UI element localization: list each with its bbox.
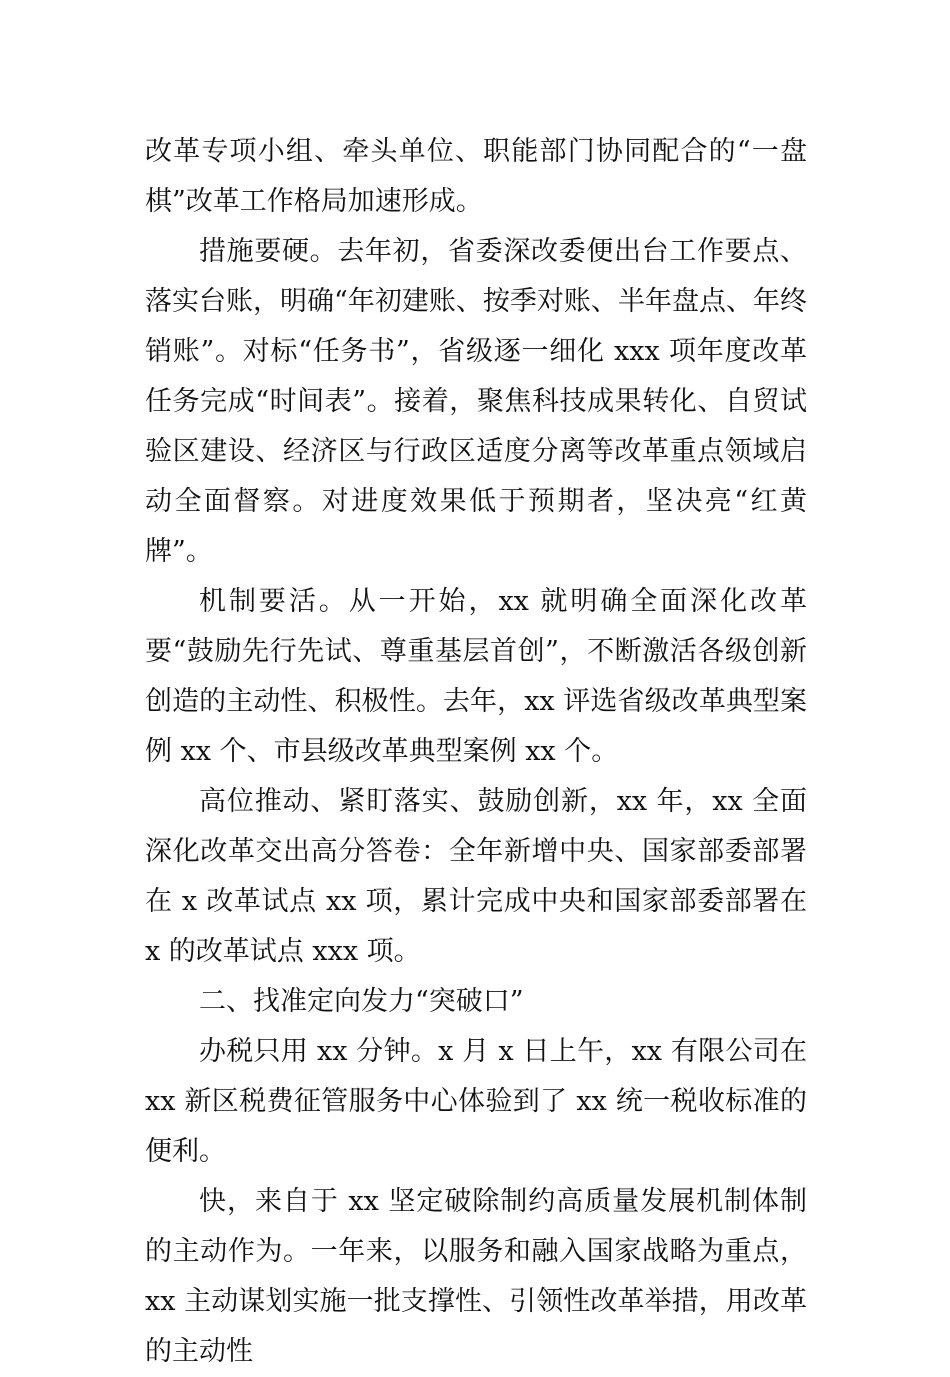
paragraph-mechanism: 机制要活。从一开始，xx 就明确全面深化改革要“鼓励先行先试、尊重基层首创”，不断激活各级创新创造的主动性、积极性。去年，xx 评选省级改革典型案例 xx 个、市县级改革典型案例 xx 个。 bbox=[145, 586, 807, 767]
paragraph-continuation: 改革专项小组、牵头单位、职能部门协同配合的“一盘棋”改革工作格局加速形成。 bbox=[145, 136, 807, 217]
paragraph-tax: 办税只用 xx 分钟。x 月 x 日上午，xx 有限公司在 xx 新区税费征管服务中心体验到了 xx 统一税收标准的便利。 bbox=[145, 1036, 807, 1167]
document-body bbox=[145, 127, 807, 1377]
paragraph-results: 高位推动、紧盯落实、鼓励创新，xx 年，xx 全面深化改革交出高分答卷：全年新增中央、国家部委部署在 x 改革试点 xx 项，累计完成中央和国家部委部署在 x 的改革试点 xxx 项。 bbox=[145, 786, 807, 967]
section-heading: 二、找准定向发力“突破口” bbox=[199, 986, 524, 1017]
paragraph-measures: 措施要硬。去年初，省委深改委便出台工作要点、落实台账，明确“年初建账、按季对账、半年盘点、年终销账”。对标“任务书”，省级逐一细化 xxx 项年度改革任务完成“时间表”。接着，聚焦科技成果转化、自贸试验区建设、经济区与行政区适度分离等改革重点领域启动全面督察。对进度效果低于预期者，坚决亮“红黄牌”。 bbox=[145, 236, 807, 567]
paragraph-fast: 快，来自于 xx 坚定破除制约高质量发展机制体制的主动作为。一年来，以服务和融入国家战略为重点，xx 主动谋划实施一批支撑性、引领性改革举措，用改革的主动性 bbox=[145, 1186, 807, 1367]
